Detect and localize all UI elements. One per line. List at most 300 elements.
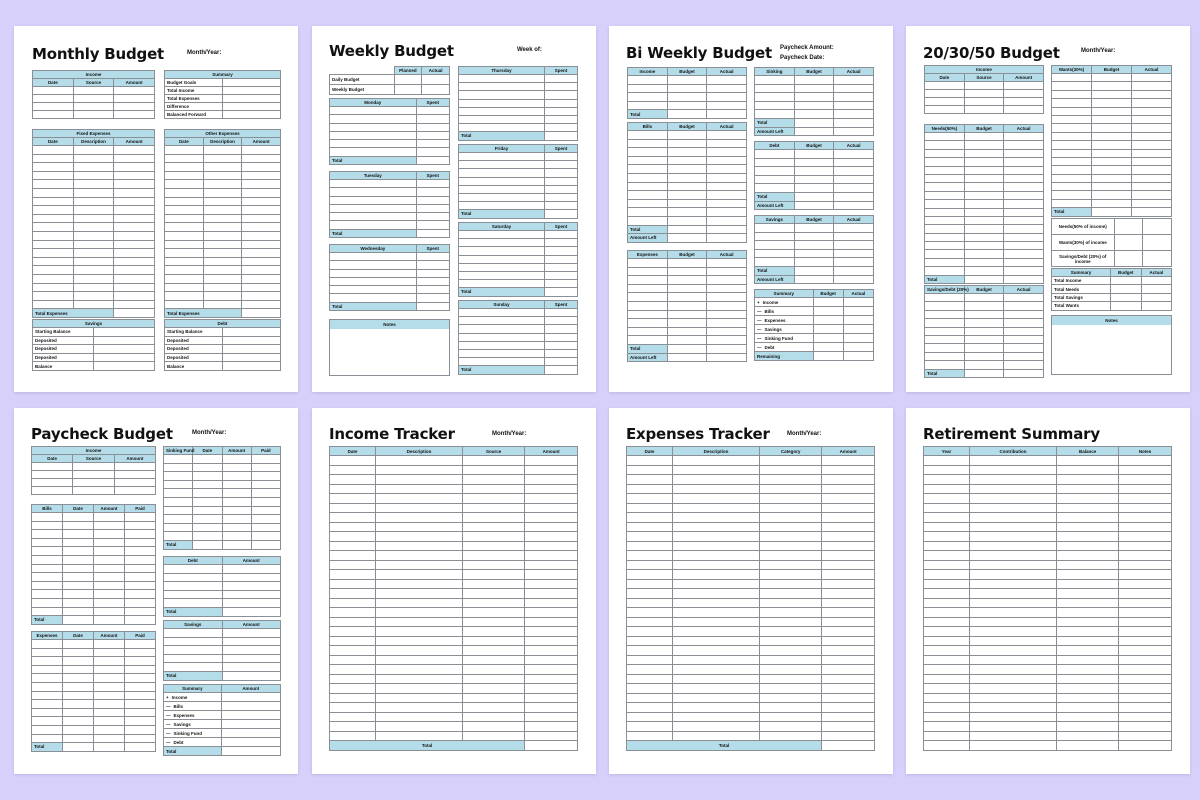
table-cell[interactable] [375, 684, 462, 694]
table-cell[interactable] [969, 665, 1056, 675]
table-cell[interactable] [707, 156, 747, 165]
table-cell[interactable] [822, 722, 875, 732]
table-cell[interactable] [1004, 258, 1044, 266]
table-cell[interactable] [459, 271, 545, 279]
table-cell[interactable] [164, 532, 193, 541]
table-cell[interactable] [627, 598, 673, 608]
table-cell[interactable] [330, 131, 417, 139]
table-cell[interactable] [1052, 99, 1092, 107]
table-cell[interactable] [964, 335, 1004, 343]
table-cell[interactable] [1119, 598, 1172, 608]
table-cell[interactable] [463, 579, 525, 589]
table-cell[interactable] [1132, 157, 1172, 165]
table-cell[interactable] [964, 310, 1004, 318]
table-cell[interactable] [222, 497, 251, 506]
table-cell[interactable] [707, 191, 747, 200]
table-cell[interactable] [165, 180, 204, 189]
table-cell[interactable] [1119, 741, 1172, 751]
table-cell[interactable] [925, 106, 965, 114]
table-cell[interactable] [32, 521, 63, 530]
table-cell[interactable] [1092, 174, 1132, 182]
table-cell[interactable] [32, 691, 63, 700]
table-cell[interactable] [330, 665, 376, 675]
table-cell[interactable] [1052, 191, 1092, 199]
table-cell[interactable] [1004, 82, 1044, 90]
table-cell[interactable] [33, 154, 74, 163]
table-cell[interactable] [375, 731, 462, 741]
value-cell[interactable] [221, 720, 280, 729]
table-cell[interactable] [330, 188, 417, 196]
table-cell[interactable] [628, 284, 668, 293]
table-cell[interactable] [459, 309, 545, 317]
table-cell[interactable] [794, 76, 834, 85]
table-cell[interactable] [1057, 703, 1119, 713]
table-cell[interactable] [627, 570, 673, 580]
total-value-cell[interactable] [251, 540, 280, 549]
table-cell[interactable] [627, 456, 673, 466]
table-cell[interactable] [964, 158, 1004, 166]
table-cell[interactable] [707, 76, 747, 85]
table-cell[interactable] [822, 532, 875, 542]
table-cell[interactable] [794, 167, 834, 176]
table-cell[interactable] [672, 503, 759, 513]
table-cell[interactable] [463, 722, 525, 732]
table-cell[interactable] [242, 257, 281, 266]
table-cell[interactable] [544, 75, 577, 83]
table-cell[interactable] [416, 286, 449, 294]
table-cell[interactable] [375, 693, 462, 703]
table-cell[interactable] [544, 255, 577, 263]
table-cell[interactable] [1092, 166, 1132, 174]
table-cell[interactable] [1132, 115, 1172, 123]
value-cell[interactable] [843, 316, 873, 325]
table-cell[interactable] [525, 693, 578, 703]
table-cell[interactable] [760, 598, 822, 608]
table-cell[interactable] [459, 169, 545, 177]
table-cell[interactable] [416, 221, 449, 229]
table-cell[interactable] [63, 700, 94, 709]
table-cell[interactable] [242, 249, 281, 258]
table-cell[interactable] [416, 107, 449, 115]
table-cell[interactable] [416, 204, 449, 212]
table-cell[interactable] [924, 522, 970, 532]
table-cell[interactable] [1057, 522, 1119, 532]
total-value-cell[interactable] [63, 616, 94, 625]
table-cell[interactable] [925, 344, 965, 352]
table-cell[interactable] [330, 484, 376, 494]
table-cell[interactable] [1057, 589, 1119, 599]
table-cell[interactable] [73, 87, 114, 95]
table-cell[interactable] [760, 484, 822, 494]
total-value-cell[interactable] [794, 192, 834, 201]
table-cell[interactable] [794, 158, 834, 167]
value-cell[interactable] [223, 336, 281, 345]
table-cell[interactable] [251, 480, 280, 489]
table-cell[interactable] [969, 570, 1056, 580]
table-cell[interactable] [416, 213, 449, 221]
table-cell[interactable] [416, 253, 449, 261]
value-cell[interactable] [843, 325, 873, 334]
table-cell[interactable] [794, 93, 834, 102]
table-cell[interactable] [165, 257, 204, 266]
table-cell[interactable] [760, 646, 822, 656]
table-cell[interactable] [544, 263, 577, 271]
table-cell[interactable] [32, 463, 73, 471]
table-cell[interactable] [459, 161, 545, 169]
table-cell[interactable] [114, 163, 155, 172]
table-cell[interactable] [459, 325, 545, 333]
value-cell[interactable] [1143, 219, 1172, 235]
table-cell[interactable] [251, 506, 280, 515]
table-cell[interactable] [1057, 570, 1119, 580]
table-cell[interactable] [1132, 99, 1172, 107]
table-cell[interactable] [330, 277, 417, 285]
total-value-cell[interactable] [416, 302, 449, 310]
table-cell[interactable] [755, 158, 795, 167]
total-value-cell[interactable] [667, 234, 707, 243]
table-cell[interactable] [33, 214, 74, 223]
table-cell[interactable] [628, 199, 668, 208]
table-cell[interactable] [525, 617, 578, 627]
table-cell[interactable] [707, 336, 747, 345]
total-value-cell[interactable] [834, 127, 874, 136]
total-value-cell[interactable] [707, 353, 747, 362]
value-cell[interactable] [1141, 293, 1172, 301]
table-cell[interactable] [760, 617, 822, 627]
table-cell[interactable] [164, 573, 223, 582]
table-cell[interactable] [463, 646, 525, 656]
table-cell[interactable] [969, 636, 1056, 646]
table-cell[interactable] [1052, 132, 1092, 140]
table-cell[interactable] [33, 95, 74, 103]
value-cell[interactable] [223, 87, 281, 95]
table-cell[interactable] [164, 565, 223, 574]
table-cell[interactable] [760, 731, 822, 741]
table-cell[interactable] [193, 472, 222, 481]
table-cell[interactable] [73, 240, 114, 249]
table-cell[interactable] [925, 191, 965, 199]
table-cell[interactable] [627, 560, 673, 570]
table-cell[interactable] [964, 141, 1004, 149]
table-cell[interactable] [94, 665, 125, 674]
table-cell[interactable] [459, 358, 545, 366]
table-cell[interactable] [667, 310, 707, 319]
table-cell[interactable] [330, 684, 376, 694]
table-cell[interactable] [63, 547, 94, 556]
table-cell[interactable] [165, 274, 204, 283]
table-cell[interactable] [375, 598, 462, 608]
table-cell[interactable] [707, 199, 747, 208]
table-cell[interactable] [203, 274, 242, 283]
table-cell[interactable] [459, 83, 545, 91]
table-cell[interactable] [165, 283, 204, 292]
table-cell[interactable] [32, 538, 63, 547]
table-cell[interactable] [760, 712, 822, 722]
table-cell[interactable] [73, 479, 114, 487]
value-cell[interactable] [843, 298, 873, 307]
table-cell[interactable] [628, 139, 668, 148]
table-cell[interactable] [672, 731, 759, 741]
table-cell[interactable] [969, 646, 1056, 656]
table-cell[interactable] [628, 267, 668, 276]
table-cell[interactable] [73, 154, 114, 163]
table-cell[interactable] [94, 513, 125, 522]
table-cell[interactable] [964, 200, 1004, 208]
total-value-cell[interactable] [1092, 208, 1132, 216]
table-cell[interactable] [822, 551, 875, 561]
value-cell[interactable] [843, 334, 873, 343]
table-cell[interactable] [94, 725, 125, 734]
table-cell[interactable] [969, 475, 1056, 485]
table-cell[interactable] [114, 223, 155, 232]
total-value-cell[interactable] [707, 225, 747, 234]
table-cell[interactable] [164, 582, 223, 591]
table-cell[interactable] [32, 665, 63, 674]
table-cell[interactable] [1132, 191, 1172, 199]
table-cell[interactable] [628, 93, 668, 102]
table-cell[interactable] [463, 703, 525, 713]
table-cell[interactable] [822, 731, 875, 741]
value-cell[interactable] [422, 75, 450, 85]
table-cell[interactable] [969, 731, 1056, 741]
table-cell[interactable] [964, 302, 1004, 310]
table-cell[interactable] [125, 657, 156, 666]
table-cell[interactable] [94, 598, 125, 607]
table-cell[interactable] [330, 579, 376, 589]
table-cell[interactable] [672, 608, 759, 618]
table-cell[interactable] [667, 165, 707, 174]
table-cell[interactable] [822, 570, 875, 580]
table-cell[interactable] [94, 521, 125, 530]
table-cell[interactable] [672, 522, 759, 532]
table-cell[interactable] [375, 608, 462, 618]
table-cell[interactable] [242, 240, 281, 249]
total-value-cell[interactable] [707, 234, 747, 243]
table-cell[interactable] [32, 657, 63, 666]
table-cell[interactable] [924, 494, 970, 504]
table-cell[interactable] [73, 487, 114, 495]
table-cell[interactable] [924, 513, 970, 523]
table-cell[interactable] [925, 98, 965, 106]
table-cell[interactable] [924, 465, 970, 475]
table-cell[interactable] [627, 674, 673, 684]
table-cell[interactable] [628, 131, 668, 140]
total-value-cell[interactable] [707, 344, 747, 353]
table-cell[interactable] [1052, 74, 1092, 82]
table-cell[interactable] [969, 560, 1056, 570]
table-cell[interactable] [33, 197, 74, 206]
table-cell[interactable] [628, 165, 668, 174]
table-cell[interactable] [375, 589, 462, 599]
table-cell[interactable] [544, 271, 577, 279]
table-cell[interactable] [1052, 199, 1092, 207]
table-cell[interactable] [794, 84, 834, 93]
table-cell[interactable] [627, 712, 673, 722]
table-cell[interactable] [375, 674, 462, 684]
table-cell[interactable] [525, 684, 578, 694]
table-cell[interactable] [925, 250, 965, 258]
table-cell[interactable] [1004, 98, 1044, 106]
table-cell[interactable] [1119, 560, 1172, 570]
table-cell[interactable] [330, 570, 376, 580]
table-cell[interactable] [672, 513, 759, 523]
table-cell[interactable] [969, 712, 1056, 722]
table-cell[interactable] [251, 515, 280, 524]
table-cell[interactable] [1057, 617, 1119, 627]
table-cell[interactable] [544, 153, 577, 161]
table-cell[interactable] [627, 665, 673, 675]
table-cell[interactable] [544, 309, 577, 317]
table-cell[interactable] [627, 693, 673, 703]
table-cell[interactable] [1057, 655, 1119, 665]
table-cell[interactable] [964, 133, 1004, 141]
value-cell[interactable] [813, 298, 843, 307]
table-cell[interactable] [416, 131, 449, 139]
table-cell[interactable] [32, 700, 63, 709]
table-cell[interactable] [114, 87, 155, 95]
table-cell[interactable] [544, 358, 577, 366]
value-cell[interactable] [223, 328, 281, 337]
table-cell[interactable] [1057, 560, 1119, 570]
value-cell[interactable] [221, 702, 280, 711]
table-cell[interactable] [834, 84, 874, 93]
table-cell[interactable] [94, 547, 125, 556]
table-cell[interactable] [627, 475, 673, 485]
table-cell[interactable] [925, 90, 965, 98]
table-cell[interactable] [707, 284, 747, 293]
table-cell[interactable] [63, 590, 94, 599]
table-cell[interactable] [203, 163, 242, 172]
table-cell[interactable] [222, 590, 281, 599]
table-cell[interactable] [964, 352, 1004, 360]
table-cell[interactable] [463, 494, 525, 504]
table-cell[interactable] [667, 93, 707, 102]
table-cell[interactable] [1119, 484, 1172, 494]
table-cell[interactable] [330, 598, 376, 608]
table-cell[interactable] [525, 665, 578, 675]
total-value-cell[interactable] [544, 288, 577, 296]
table-cell[interactable] [164, 480, 193, 489]
table-cell[interactable] [760, 541, 822, 551]
table-cell[interactable] [94, 717, 125, 726]
table-cell[interactable] [525, 494, 578, 504]
table-cell[interactable] [1057, 741, 1119, 751]
table-cell[interactable] [544, 202, 577, 210]
table-cell[interactable] [63, 564, 94, 573]
total-value-cell[interactable] [525, 741, 578, 751]
table-cell[interactable] [375, 522, 462, 532]
total-value-cell[interactable] [222, 607, 281, 616]
table-cell[interactable] [755, 167, 795, 176]
table-cell[interactable] [242, 231, 281, 240]
table-cell[interactable] [32, 555, 63, 564]
table-cell[interactable] [667, 276, 707, 285]
total-value-cell[interactable] [667, 344, 707, 353]
table-cell[interactable] [544, 317, 577, 325]
table-cell[interactable] [125, 691, 156, 700]
table-cell[interactable] [969, 579, 1056, 589]
table-cell[interactable] [416, 180, 449, 188]
table-cell[interactable] [1092, 82, 1132, 90]
table-cell[interactable] [924, 532, 970, 542]
table-cell[interactable] [94, 573, 125, 582]
table-cell[interactable] [628, 182, 668, 191]
table-cell[interactable] [834, 76, 874, 85]
table-cell[interactable] [330, 253, 417, 261]
table-cell[interactable] [114, 214, 155, 223]
table-cell[interactable] [63, 734, 94, 743]
table-cell[interactable] [94, 648, 125, 657]
table-cell[interactable] [1132, 166, 1172, 174]
table-cell[interactable] [544, 325, 577, 333]
table-cell[interactable] [672, 541, 759, 551]
table-cell[interactable] [834, 167, 874, 176]
table-cell[interactable] [667, 301, 707, 310]
table-cell[interactable] [964, 294, 1004, 302]
table-cell[interactable] [73, 249, 114, 258]
table-cell[interactable] [1052, 90, 1092, 98]
total-value-cell[interactable] [794, 118, 834, 127]
table-cell[interactable] [94, 538, 125, 547]
table-cell[interactable] [330, 703, 376, 713]
table-cell[interactable] [925, 82, 965, 90]
table-cell[interactable] [222, 654, 281, 663]
table-cell[interactable] [924, 560, 970, 570]
table-cell[interactable] [63, 581, 94, 590]
table-cell[interactable] [834, 249, 874, 258]
table-cell[interactable] [459, 317, 545, 325]
table-cell[interactable] [73, 257, 114, 266]
table-cell[interactable] [924, 693, 970, 703]
table-cell[interactable] [672, 494, 759, 504]
table-cell[interactable] [822, 598, 875, 608]
table-cell[interactable] [73, 146, 114, 155]
table-cell[interactable] [1052, 183, 1092, 191]
table-cell[interactable] [1057, 494, 1119, 504]
value-cell[interactable] [221, 729, 280, 738]
table-cell[interactable] [1004, 225, 1044, 233]
table-cell[interactable] [924, 674, 970, 684]
table-cell[interactable] [114, 188, 155, 197]
table-cell[interactable] [925, 225, 965, 233]
table-cell[interactable] [1004, 242, 1044, 250]
table-cell[interactable] [125, 590, 156, 599]
table-cell[interactable] [544, 169, 577, 177]
table-cell[interactable] [1004, 133, 1044, 141]
table-cell[interactable] [924, 617, 970, 627]
table-cell[interactable] [33, 292, 74, 301]
table-cell[interactable] [330, 608, 376, 618]
total-value-cell[interactable] [667, 225, 707, 234]
table-cell[interactable] [330, 532, 376, 542]
table-cell[interactable] [834, 93, 874, 102]
table-cell[interactable] [672, 646, 759, 656]
table-cell[interactable] [114, 257, 155, 266]
value-cell[interactable] [813, 334, 843, 343]
table-cell[interactable] [63, 538, 94, 547]
table-cell[interactable] [672, 465, 759, 475]
value-cell[interactable] [813, 343, 843, 352]
table-cell[interactable] [459, 280, 545, 288]
table-cell[interactable] [925, 133, 965, 141]
table-cell[interactable] [544, 161, 577, 169]
table-cell[interactable] [242, 300, 281, 309]
value-cell[interactable] [94, 345, 155, 354]
table-cell[interactable] [834, 101, 874, 110]
table-cell[interactable] [416, 277, 449, 285]
table-cell[interactable] [760, 589, 822, 599]
table-cell[interactable] [463, 617, 525, 627]
